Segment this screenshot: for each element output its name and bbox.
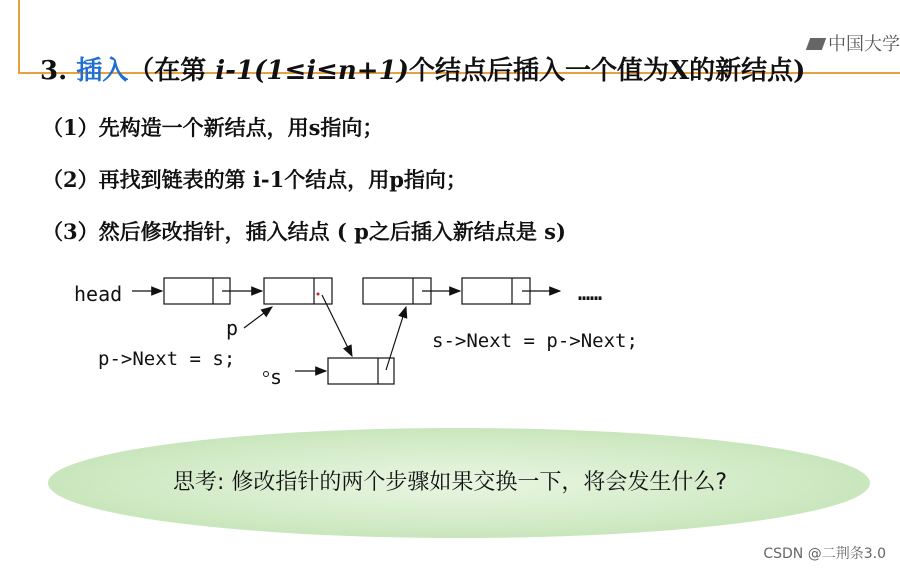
list-node-s [328, 358, 394, 384]
think-question: 思考: 修改指针的两个步骤如果交换一下，将会发生什么? [172, 470, 728, 495]
s-label: s [270, 365, 283, 389]
linked-list-diagram [0, 260, 900, 400]
head-label: head [74, 282, 123, 306]
title-suffix: 个结点后插入一个值为X的新结点) [408, 56, 806, 86]
list-node [164, 278, 230, 304]
s-next-arrow [386, 307, 406, 370]
frame-vertical-line [18, 0, 20, 72]
steps-list [42, 112, 566, 268]
step-item: （1）先构造一个新结点，用s指向； [42, 115, 384, 140]
p-label: p [226, 316, 239, 340]
logo-icon [806, 38, 826, 50]
list-node-p [264, 278, 332, 304]
p-pointer-arrow [244, 307, 272, 328]
logo-text: 中国大学 [828, 34, 900, 55]
watermark: CSDN @二荆条3.0 [763, 546, 886, 562]
title-prefix: （在第 [128, 56, 216, 86]
list-node [363, 278, 431, 304]
code-left: p->Next = s; [98, 348, 236, 370]
mooc-logo [808, 30, 900, 56]
title-number: 3. [40, 56, 68, 86]
title-keyword: 插入 [76, 56, 129, 86]
slide-title [40, 50, 805, 87]
ellipsis-dots: …… [578, 281, 603, 305]
list-node [462, 278, 530, 304]
p-next-to-s-arrow [322, 295, 352, 356]
code-right: s->Next = p->Next; [432, 330, 638, 352]
title-italic-expr: i-1(1≤i≤n+1) [215, 56, 409, 86]
step-item: （3）然后修改指针，插入结点 ( p之后插入新结点是 s) [42, 219, 566, 244]
step-item: （2）再找到链表的第 i-1个结点，用p指向； [42, 167, 467, 192]
